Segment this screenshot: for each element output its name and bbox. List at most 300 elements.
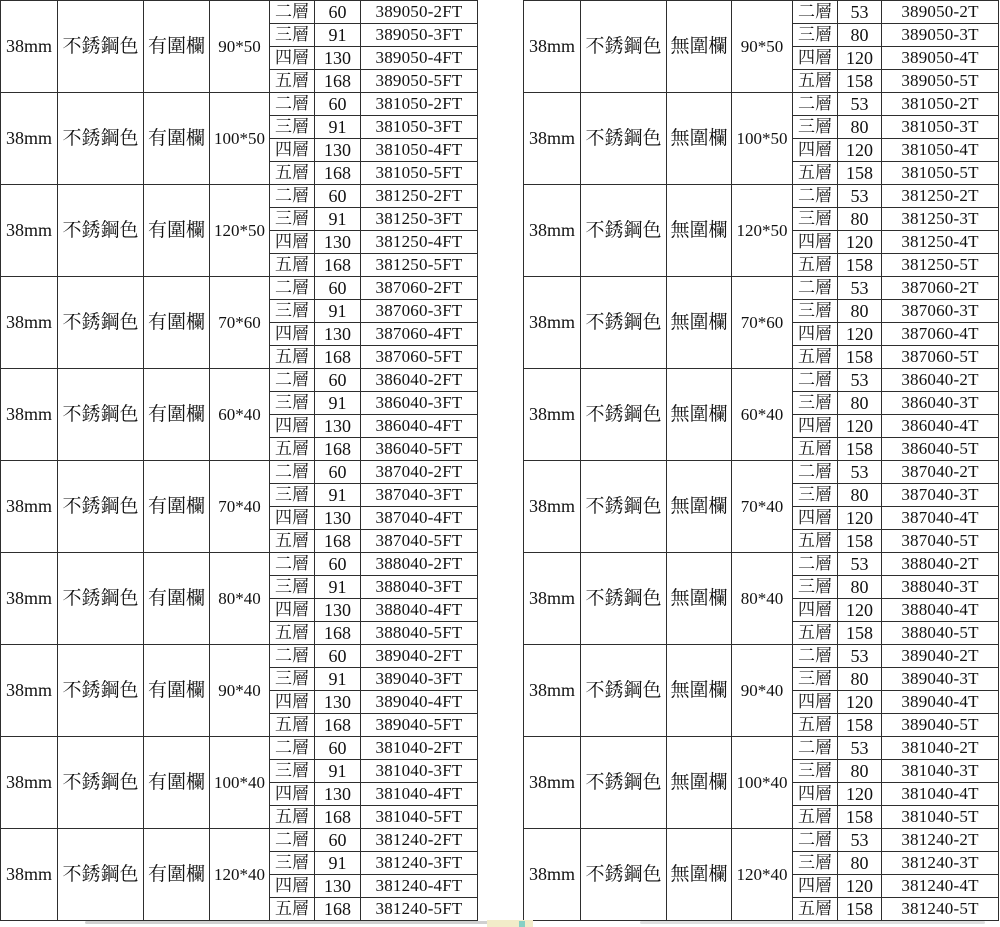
code-cell: 387060-4FT bbox=[361, 323, 478, 346]
tier-cell: 三層 bbox=[793, 208, 838, 231]
qty-cell: 80 bbox=[838, 852, 882, 875]
qty-cell: 158 bbox=[838, 622, 882, 645]
qty-cell: 91 bbox=[315, 392, 361, 415]
color-cell: 不銹鋼色 bbox=[581, 93, 667, 185]
code-cell: 388040-2FT bbox=[361, 553, 478, 576]
qty-cell: 158 bbox=[838, 346, 882, 369]
code-cell: 389040-2FT bbox=[361, 645, 478, 668]
thickness-cell: 38mm bbox=[1, 277, 58, 369]
fence-cell: 有圍欄 bbox=[144, 645, 210, 737]
qty-cell: 130 bbox=[315, 323, 361, 346]
tier-cell: 五層 bbox=[270, 714, 315, 737]
size-cell: 80*40 bbox=[732, 553, 793, 645]
tier-cell: 三層 bbox=[270, 576, 315, 599]
color-cell: 不銹鋼色 bbox=[58, 277, 144, 369]
code-cell: 389050-3FT bbox=[361, 24, 478, 47]
code-cell: 381250-5FT bbox=[361, 254, 478, 277]
tier-cell: 四層 bbox=[793, 691, 838, 714]
code-cell: 387060-5FT bbox=[361, 346, 478, 369]
thickness-cell: 38mm bbox=[524, 277, 581, 369]
tier-row bbox=[524, 829, 999, 852]
spec-table-with-fence-body bbox=[1, 1, 478, 921]
tier-cell: 四層 bbox=[270, 139, 315, 162]
scan-artifact-gray-right bbox=[640, 921, 985, 924]
tier-cell: 五層 bbox=[270, 622, 315, 645]
tier-cell: 二層 bbox=[270, 553, 315, 576]
tier-row bbox=[524, 553, 999, 576]
size-cell: 90*40 bbox=[732, 645, 793, 737]
tier-cell: 五層 bbox=[793, 438, 838, 461]
color-cell: 不銹鋼色 bbox=[58, 185, 144, 277]
size-cell: 70*60 bbox=[732, 277, 793, 369]
fence-cell: 有圍欄 bbox=[144, 185, 210, 277]
tier-cell: 三層 bbox=[793, 576, 838, 599]
size-cell: 100*40 bbox=[732, 737, 793, 829]
qty-cell: 130 bbox=[315, 507, 361, 530]
tier-row bbox=[1, 461, 478, 484]
tier-cell: 三層 bbox=[270, 484, 315, 507]
tier-row bbox=[1, 645, 478, 668]
code-cell: 389040-4FT bbox=[361, 691, 478, 714]
code-cell: 381240-3FT bbox=[361, 852, 478, 875]
tier-cell: 四層 bbox=[270, 783, 315, 806]
tier-cell: 三層 bbox=[793, 24, 838, 47]
fence-cell: 無圍欄 bbox=[667, 737, 732, 829]
color-cell: 不銹鋼色 bbox=[581, 277, 667, 369]
color-cell: 不銹鋼色 bbox=[58, 369, 144, 461]
qty-cell: 168 bbox=[315, 806, 361, 829]
qty-cell: 80 bbox=[838, 576, 882, 599]
code-cell: 387040-3T bbox=[882, 484, 999, 507]
qty-cell: 158 bbox=[838, 898, 882, 921]
code-cell: 381250-5T bbox=[882, 254, 999, 277]
code-cell: 381240-4T bbox=[882, 875, 999, 898]
code-cell: 381050-2T bbox=[882, 93, 999, 116]
tier-cell: 五層 bbox=[270, 70, 315, 93]
tier-row bbox=[524, 185, 999, 208]
code-cell: 389050-2T bbox=[882, 1, 999, 24]
tier-row bbox=[1, 553, 478, 576]
code-cell: 381050-5FT bbox=[361, 162, 478, 185]
size-cell: 120*40 bbox=[732, 829, 793, 921]
tier-cell: 四層 bbox=[270, 231, 315, 254]
tier-cell: 二層 bbox=[270, 1, 315, 24]
qty-cell: 53 bbox=[838, 185, 882, 208]
qty-cell: 60 bbox=[315, 461, 361, 484]
code-cell: 387060-3T bbox=[882, 300, 999, 323]
tier-cell: 五層 bbox=[793, 254, 838, 277]
tier-cell: 三層 bbox=[793, 852, 838, 875]
tier-cell: 四層 bbox=[793, 783, 838, 806]
code-cell: 386040-3T bbox=[882, 392, 999, 415]
tier-cell: 三層 bbox=[270, 116, 315, 139]
size-cell: 120*50 bbox=[210, 185, 270, 277]
qty-cell: 91 bbox=[315, 300, 361, 323]
fence-cell: 有圍欄 bbox=[144, 737, 210, 829]
tier-cell: 五層 bbox=[270, 346, 315, 369]
code-cell: 387060-5T bbox=[882, 346, 999, 369]
tier-cell: 五層 bbox=[793, 70, 838, 93]
tier-cell: 四層 bbox=[270, 875, 315, 898]
qty-cell: 91 bbox=[315, 760, 361, 783]
tier-cell: 二層 bbox=[270, 461, 315, 484]
qty-cell: 130 bbox=[315, 783, 361, 806]
qty-cell: 91 bbox=[315, 208, 361, 231]
size-cell: 100*50 bbox=[732, 93, 793, 185]
code-cell: 389040-4T bbox=[882, 691, 999, 714]
code-cell: 389050-5T bbox=[882, 70, 999, 93]
code-cell: 381240-3T bbox=[882, 852, 999, 875]
size-cell: 70*40 bbox=[732, 461, 793, 553]
color-cell: 不銹鋼色 bbox=[58, 737, 144, 829]
qty-cell: 80 bbox=[838, 116, 882, 139]
color-cell: 不銹鋼色 bbox=[581, 645, 667, 737]
qty-cell: 158 bbox=[838, 530, 882, 553]
tier-cell: 四層 bbox=[793, 599, 838, 622]
code-cell: 381250-3FT bbox=[361, 208, 478, 231]
code-cell: 388040-4T bbox=[882, 599, 999, 622]
code-cell: 389040-2T bbox=[882, 645, 999, 668]
thickness-cell: 38mm bbox=[524, 369, 581, 461]
size-cell: 60*40 bbox=[210, 369, 270, 461]
tier-cell: 二層 bbox=[270, 369, 315, 392]
qty-cell: 120 bbox=[838, 323, 882, 346]
qty-cell: 60 bbox=[315, 829, 361, 852]
code-cell: 381240-5FT bbox=[361, 898, 478, 921]
tier-row bbox=[1, 185, 478, 208]
qty-cell: 53 bbox=[838, 461, 882, 484]
color-cell: 不銹鋼色 bbox=[58, 93, 144, 185]
fence-cell: 無圍欄 bbox=[667, 93, 732, 185]
code-cell: 388040-5T bbox=[882, 622, 999, 645]
code-cell: 387040-5T bbox=[882, 530, 999, 553]
qty-cell: 91 bbox=[315, 576, 361, 599]
tier-cell: 五層 bbox=[793, 530, 838, 553]
tier-cell: 四層 bbox=[793, 231, 838, 254]
qty-cell: 91 bbox=[315, 852, 361, 875]
color-cell: 不銹鋼色 bbox=[581, 1, 667, 93]
thickness-cell: 38mm bbox=[1, 1, 58, 93]
code-cell: 388040-2T bbox=[882, 553, 999, 576]
qty-cell: 158 bbox=[838, 438, 882, 461]
tier-cell: 四層 bbox=[793, 875, 838, 898]
tier-cell: 三層 bbox=[793, 484, 838, 507]
code-cell: 381040-2FT bbox=[361, 737, 478, 760]
fence-cell: 有圍欄 bbox=[144, 1, 210, 93]
code-cell: 381250-4T bbox=[882, 231, 999, 254]
qty-cell: 53 bbox=[838, 737, 882, 760]
code-cell: 388040-5FT bbox=[361, 622, 478, 645]
tier-cell: 四層 bbox=[793, 323, 838, 346]
tier-cell: 五層 bbox=[793, 898, 838, 921]
size-cell: 90*40 bbox=[210, 645, 270, 737]
thickness-cell: 38mm bbox=[1, 93, 58, 185]
code-cell: 386040-4FT bbox=[361, 415, 478, 438]
code-cell: 387060-2FT bbox=[361, 277, 478, 300]
code-cell: 387040-5FT bbox=[361, 530, 478, 553]
qty-cell: 53 bbox=[838, 277, 882, 300]
qty-cell: 53 bbox=[838, 645, 882, 668]
qty-cell: 80 bbox=[838, 760, 882, 783]
tier-row bbox=[524, 737, 999, 760]
qty-cell: 158 bbox=[838, 162, 882, 185]
tier-cell: 二層 bbox=[270, 645, 315, 668]
qty-cell: 80 bbox=[838, 208, 882, 231]
code-cell: 387040-4T bbox=[882, 507, 999, 530]
code-cell: 389050-2FT bbox=[361, 1, 478, 24]
qty-cell: 130 bbox=[315, 599, 361, 622]
tier-cell: 二層 bbox=[270, 185, 315, 208]
tier-cell: 五層 bbox=[793, 714, 838, 737]
tier-cell: 五層 bbox=[270, 162, 315, 185]
code-cell: 389040-5FT bbox=[361, 714, 478, 737]
thickness-cell: 38mm bbox=[1, 645, 58, 737]
code-cell: 381240-5T bbox=[882, 898, 999, 921]
tier-row bbox=[1, 737, 478, 760]
tier-cell: 五層 bbox=[270, 438, 315, 461]
tier-cell: 五層 bbox=[793, 806, 838, 829]
color-cell: 不銹鋼色 bbox=[58, 645, 144, 737]
code-cell: 386040-5FT bbox=[361, 438, 478, 461]
size-cell: 70*40 bbox=[210, 461, 270, 553]
code-cell: 381240-2T bbox=[882, 829, 999, 852]
code-cell: 388040-3FT bbox=[361, 576, 478, 599]
tier-cell: 二層 bbox=[793, 461, 838, 484]
qty-cell: 130 bbox=[315, 415, 361, 438]
qty-cell: 53 bbox=[838, 829, 882, 852]
thickness-cell: 38mm bbox=[524, 645, 581, 737]
fence-cell: 無圍欄 bbox=[667, 185, 732, 277]
color-cell: 不銹鋼色 bbox=[58, 553, 144, 645]
size-cell: 90*50 bbox=[732, 1, 793, 93]
code-cell: 381050-5T bbox=[882, 162, 999, 185]
code-cell: 387060-4T bbox=[882, 323, 999, 346]
qty-cell: 168 bbox=[315, 254, 361, 277]
qty-cell: 60 bbox=[315, 277, 361, 300]
tier-cell: 三層 bbox=[793, 668, 838, 691]
code-cell: 386040-4T bbox=[882, 415, 999, 438]
fence-cell: 有圍欄 bbox=[144, 277, 210, 369]
code-cell: 381250-4FT bbox=[361, 231, 478, 254]
code-cell: 386040-2FT bbox=[361, 369, 478, 392]
size-cell: 60*40 bbox=[732, 369, 793, 461]
fence-cell: 無圍欄 bbox=[667, 369, 732, 461]
tier-cell: 三層 bbox=[793, 116, 838, 139]
tier-cell: 五層 bbox=[793, 162, 838, 185]
tier-cell: 二層 bbox=[793, 737, 838, 760]
code-cell: 381250-3T bbox=[882, 208, 999, 231]
qty-cell: 60 bbox=[315, 1, 361, 24]
tier-cell: 二層 bbox=[793, 553, 838, 576]
tier-cell: 二層 bbox=[793, 185, 838, 208]
qty-cell: 60 bbox=[315, 553, 361, 576]
thickness-cell: 38mm bbox=[524, 93, 581, 185]
qty-cell: 130 bbox=[315, 139, 361, 162]
color-cell: 不銹鋼色 bbox=[581, 369, 667, 461]
qty-cell: 168 bbox=[315, 898, 361, 921]
tier-cell: 三層 bbox=[270, 392, 315, 415]
code-cell: 381050-3T bbox=[882, 116, 999, 139]
qty-cell: 120 bbox=[838, 139, 882, 162]
qty-cell: 120 bbox=[838, 415, 882, 438]
code-cell: 386040-2T bbox=[882, 369, 999, 392]
color-cell: 不銹鋼色 bbox=[58, 829, 144, 921]
size-cell: 100*50 bbox=[210, 93, 270, 185]
thickness-cell: 38mm bbox=[524, 553, 581, 645]
code-cell: 387060-2T bbox=[882, 277, 999, 300]
tier-row bbox=[524, 461, 999, 484]
code-cell: 389050-3T bbox=[882, 24, 999, 47]
qty-cell: 130 bbox=[315, 691, 361, 714]
qty-cell: 168 bbox=[315, 438, 361, 461]
fence-cell: 無圍欄 bbox=[667, 553, 732, 645]
scan-artifact-gray-left bbox=[85, 921, 490, 924]
code-cell: 381040-5T bbox=[882, 806, 999, 829]
fence-cell: 有圍欄 bbox=[144, 553, 210, 645]
code-cell: 386040-5T bbox=[882, 438, 999, 461]
tier-cell: 三層 bbox=[270, 208, 315, 231]
thickness-cell: 38mm bbox=[524, 461, 581, 553]
tier-cell: 二層 bbox=[270, 737, 315, 760]
thickness-cell: 38mm bbox=[524, 1, 581, 93]
qty-cell: 91 bbox=[315, 668, 361, 691]
tier-cell: 二層 bbox=[793, 645, 838, 668]
tier-row bbox=[1, 93, 478, 116]
qty-cell: 130 bbox=[315, 875, 361, 898]
size-cell: 120*40 bbox=[210, 829, 270, 921]
color-cell: 不銹鋼色 bbox=[58, 461, 144, 553]
code-cell: 381040-4FT bbox=[361, 783, 478, 806]
fence-cell: 無圍欄 bbox=[667, 1, 732, 93]
tier-row bbox=[524, 369, 999, 392]
scan-artifact-beige bbox=[487, 920, 533, 927]
qty-cell: 158 bbox=[838, 806, 882, 829]
qty-cell: 80 bbox=[838, 668, 882, 691]
color-cell: 不銹鋼色 bbox=[581, 461, 667, 553]
qty-cell: 168 bbox=[315, 714, 361, 737]
spec-table-with-fence bbox=[0, 0, 478, 921]
qty-cell: 91 bbox=[315, 24, 361, 47]
code-cell: 389040-3T bbox=[882, 668, 999, 691]
qty-cell: 168 bbox=[315, 162, 361, 185]
spec-table-without-fence-body bbox=[524, 1, 999, 921]
tier-cell: 二層 bbox=[793, 1, 838, 24]
qty-cell: 158 bbox=[838, 254, 882, 277]
tier-cell: 二層 bbox=[793, 93, 838, 116]
qty-cell: 53 bbox=[838, 1, 882, 24]
tier-cell: 四層 bbox=[270, 691, 315, 714]
code-cell: 381040-3T bbox=[882, 760, 999, 783]
code-cell: 381250-2T bbox=[882, 185, 999, 208]
size-cell: 100*40 bbox=[210, 737, 270, 829]
color-cell: 不銹鋼色 bbox=[581, 553, 667, 645]
code-cell: 389050-4T bbox=[882, 47, 999, 70]
qty-cell: 60 bbox=[315, 645, 361, 668]
tier-cell: 三層 bbox=[270, 300, 315, 323]
tier-row bbox=[1, 829, 478, 852]
qty-cell: 120 bbox=[838, 691, 882, 714]
code-cell: 381050-2FT bbox=[361, 93, 478, 116]
tier-cell: 二層 bbox=[793, 829, 838, 852]
tier-cell: 五層 bbox=[270, 806, 315, 829]
thickness-cell: 38mm bbox=[1, 185, 58, 277]
qty-cell: 168 bbox=[315, 346, 361, 369]
size-cell: 70*60 bbox=[210, 277, 270, 369]
tier-cell: 三層 bbox=[793, 300, 838, 323]
qty-cell: 120 bbox=[838, 507, 882, 530]
code-cell: 387040-4FT bbox=[361, 507, 478, 530]
qty-cell: 91 bbox=[315, 116, 361, 139]
qty-cell: 168 bbox=[315, 70, 361, 93]
code-cell: 381250-2FT bbox=[361, 185, 478, 208]
fence-cell: 有圍欄 bbox=[144, 369, 210, 461]
tier-cell: 五層 bbox=[270, 898, 315, 921]
qty-cell: 60 bbox=[315, 93, 361, 116]
size-cell: 80*40 bbox=[210, 553, 270, 645]
qty-cell: 120 bbox=[838, 783, 882, 806]
tier-cell: 四層 bbox=[270, 323, 315, 346]
fence-cell: 無圍欄 bbox=[667, 645, 732, 737]
size-cell: 120*50 bbox=[732, 185, 793, 277]
tier-cell: 四層 bbox=[793, 507, 838, 530]
qty-cell: 53 bbox=[838, 93, 882, 116]
spec-table-without-fence bbox=[523, 0, 999, 921]
fence-cell: 無圍欄 bbox=[667, 277, 732, 369]
code-cell: 381050-4FT bbox=[361, 139, 478, 162]
tier-row bbox=[524, 93, 999, 116]
tier-cell: 三層 bbox=[270, 24, 315, 47]
tier-cell: 五層 bbox=[793, 622, 838, 645]
qty-cell: 120 bbox=[838, 231, 882, 254]
qty-cell: 120 bbox=[838, 599, 882, 622]
qty-cell: 53 bbox=[838, 553, 882, 576]
qty-cell: 158 bbox=[838, 714, 882, 737]
fence-cell: 無圍欄 bbox=[667, 829, 732, 921]
code-cell: 388040-4FT bbox=[361, 599, 478, 622]
fence-cell: 有圍欄 bbox=[144, 829, 210, 921]
code-cell: 387040-2FT bbox=[361, 461, 478, 484]
tier-row bbox=[1, 277, 478, 300]
qty-cell: 91 bbox=[315, 484, 361, 507]
tier-row bbox=[524, 645, 999, 668]
tier-cell: 三層 bbox=[270, 668, 315, 691]
qty-cell: 168 bbox=[315, 622, 361, 645]
tier-cell: 二層 bbox=[270, 93, 315, 116]
code-cell: 381040-5FT bbox=[361, 806, 478, 829]
thickness-cell: 38mm bbox=[1, 369, 58, 461]
tier-cell: 四層 bbox=[270, 507, 315, 530]
tier-row bbox=[524, 277, 999, 300]
fence-cell: 無圍欄 bbox=[667, 461, 732, 553]
tier-cell: 四層 bbox=[270, 599, 315, 622]
scan-artifact-teal bbox=[519, 921, 525, 927]
qty-cell: 168 bbox=[315, 530, 361, 553]
qty-cell: 130 bbox=[315, 231, 361, 254]
code-cell: 387040-3FT bbox=[361, 484, 478, 507]
tier-cell: 五層 bbox=[793, 346, 838, 369]
color-cell: 不銹鋼色 bbox=[581, 829, 667, 921]
qty-cell: 80 bbox=[838, 484, 882, 507]
qty-cell: 130 bbox=[315, 47, 361, 70]
fence-cell: 有圍欄 bbox=[144, 461, 210, 553]
tier-cell: 三層 bbox=[270, 760, 315, 783]
tier-cell: 四層 bbox=[793, 415, 838, 438]
code-cell: 389040-3FT bbox=[361, 668, 478, 691]
thickness-cell: 38mm bbox=[524, 737, 581, 829]
qty-cell: 60 bbox=[315, 185, 361, 208]
tier-cell: 四層 bbox=[793, 47, 838, 70]
tier-cell: 二層 bbox=[793, 277, 838, 300]
